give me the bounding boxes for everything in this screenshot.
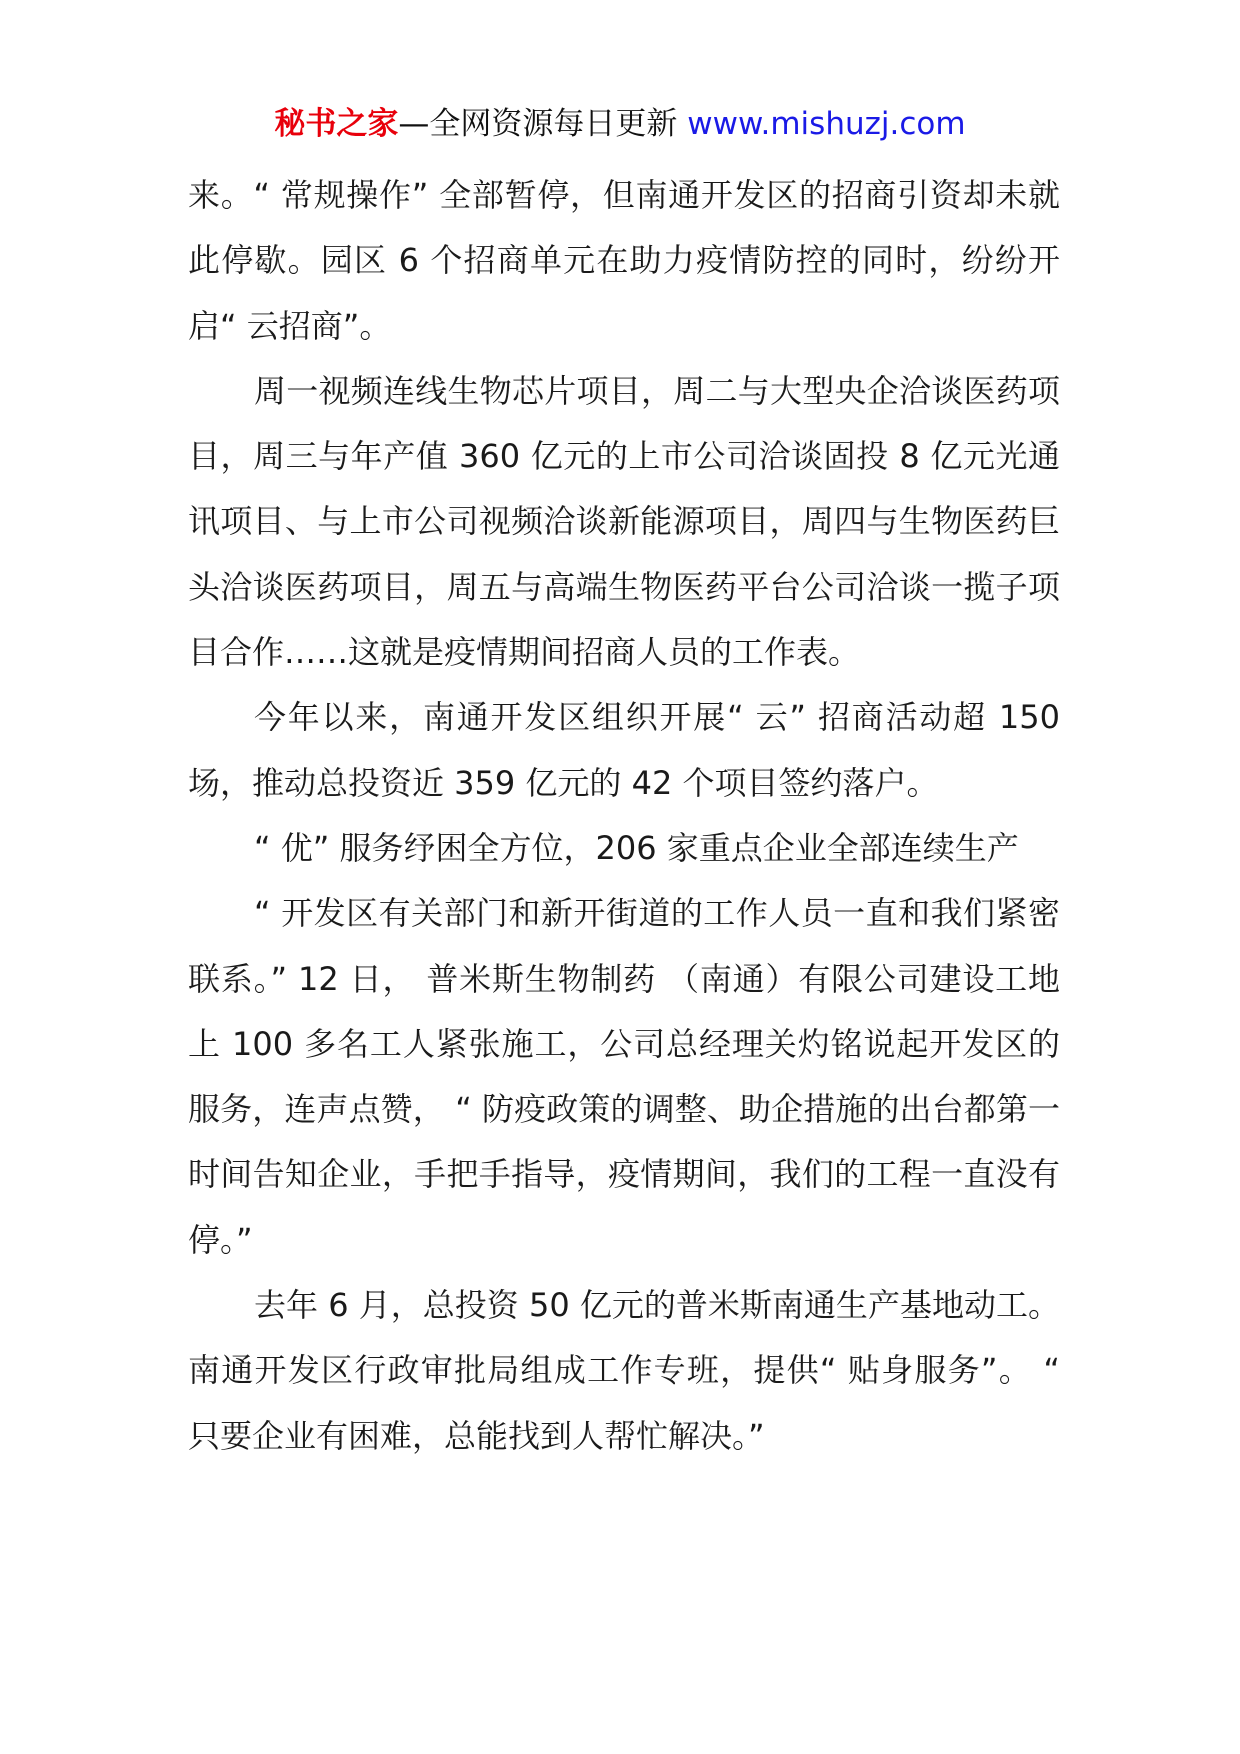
header-brand: 秘书之家 — [274, 106, 399, 142]
paragraph: 周一视频连线生物芯片项目，周二与大型央企洽谈医药项目，周三与年产值 360 亿元的上市公司洽谈固投 8 亿元光通讯项目、与上市公司视频洽谈新能源项目，周四与生物医药巨头洽谈医药项目，周五与高端生物医药平台公司洽谈一揽子项目合作……这就是疫情期间招商人员的工作表。 — [188, 371, 1060, 672]
header-site-link[interactable]: www.mishuzj.com — [687, 106, 966, 142]
paragraph: 去年 6 月，总投资 50 亿元的普米斯南通生产基地动工。南通开发区行政审批局组成工作专班，提供“ 贴身服务”。 “ 只要企业有困难，总能找到人帮忙解决。” — [188, 1286, 1060, 1455]
article-body — [188, 163, 1060, 1469]
paragraph: 今年以来，南通开发区组织开展“ 云” 招商活动超 150 场，推动总投资近 359 亿元的 42 个项目签约落户。 — [188, 698, 1060, 802]
paragraph-continuation: 来。“ 常规操作” 全部暂停，但南通开发区的招商引资却未就此停歇。园区 6 个招商单元在助力疫情防控的同时，纷纷开启“ 云招商”。 — [188, 176, 1060, 345]
page-header — [0, 102, 1240, 146]
section-heading: “ 优” 服务纾困全方位，206 家重点企业全部连续生产 — [254, 828, 1019, 867]
paragraph: “ 开发区有关部门和新开街道的工作人员一直和我们紧密联系。” 12 日， 普米斯生物制药 （南通）有限公司建设工地上 100 多名工人紧张施工，公司总经理关灼铭说起开发区的服务，连声点赞， “ 防疫政策的调整、助企措施的出台都第一时间告知企业，手把手指导，疫情期间，我们的工程一直没有停。” — [188, 894, 1060, 1259]
header-tagline: —全网资源每日更新 — [398, 106, 678, 142]
